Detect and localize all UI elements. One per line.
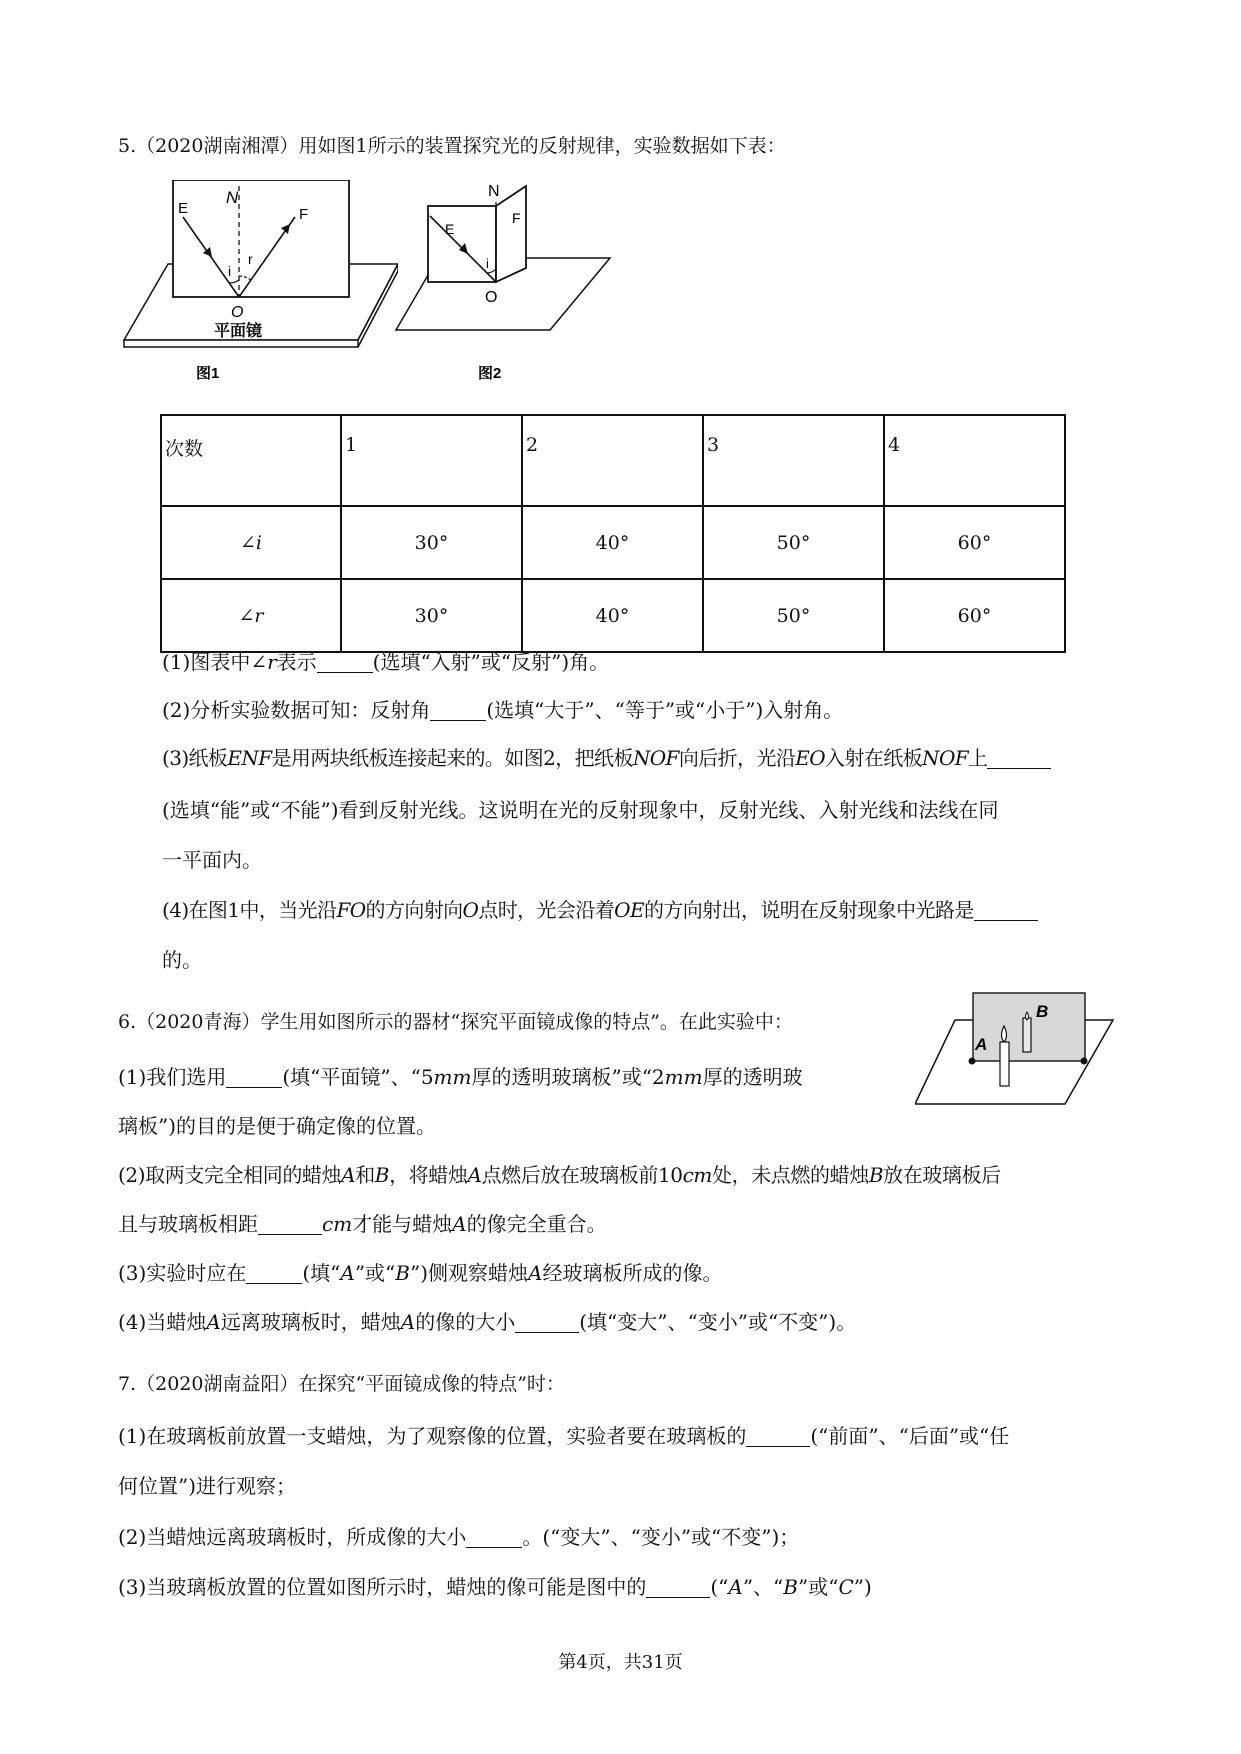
fig1-mirror-label: 平面镜 (214, 323, 263, 340)
figure-1 (118, 180, 398, 390)
table-cell: 40° (522, 579, 703, 652)
fig2-caption: 图2 (478, 365, 502, 382)
fig2-label-O: O (485, 289, 498, 306)
table-row-label: ∠i (161, 506, 341, 579)
board-right-folded (496, 186, 526, 282)
candle-b-wick (1026, 1012, 1029, 1020)
data-table (160, 414, 1066, 653)
fig1-label-i: i (228, 263, 232, 279)
table-cell: 30° (341, 506, 522, 579)
table-header-cell: 次数 (161, 415, 341, 506)
figure-2 (390, 178, 620, 390)
table-cell: 60° (884, 506, 1065, 579)
figure-q6-candles (915, 990, 1115, 1114)
table-header-row (161, 415, 1065, 506)
q5-sub1: (1)图表中∠r表示 (选填“入射”或“反射”)角。 (162, 650, 610, 674)
q6-sub4: (4)当蜡烛A远离玻璃板时，蜡烛A的像的大小 (填“变大”、“变小”或“不变”)。 (118, 1310, 857, 1334)
q5-sub4: (4)在图1中，当光沿FO的方向射向O点时，光会沿着OE的方向射出，说明在反射现象中光路是 (162, 896, 1038, 924)
answer-blank[interactable] (258, 1214, 322, 1235)
paper-board (173, 180, 349, 297)
table-cell: 50° (703, 506, 884, 579)
answer-blank[interactable] (746, 1426, 810, 1447)
q7-sub3: (3)当玻璃板放置的位置如图所示时，蜡烛的像可能是图中的 (“A”、“B”或“C”) (118, 1575, 872, 1599)
answer-blank[interactable] (246, 1263, 302, 1284)
fig1-label-O: O (231, 304, 244, 321)
q7-sub2: (2)当蜡烛远离玻璃板时，所成像的大小 。(“变大”、“变小”或“不变”)； (118, 1525, 800, 1549)
fig1-label-N: N (226, 188, 239, 207)
q5-sub3-line2: (选填“能”或“不能”)看到反射光线。这说明在光的反射现象中，反射光线、入射光线和法线在同 (162, 798, 999, 822)
table-row (161, 579, 1065, 652)
answer-blank[interactable] (226, 1067, 282, 1088)
q5-sub3-line3: 一平面内。 (162, 848, 262, 872)
q5-sub2: (2)分析实验数据可知：反射角 (选填“大于”、“等于”或“小于”)入射角。 (162, 698, 844, 722)
fig1-label-F: F (299, 206, 309, 223)
fig1-label-r: r (248, 251, 253, 267)
q5-sub3: (3)纸板ENF是用两块纸板连接起来的。如图2，把纸板NOF向后折，光沿EO入射在纸板NOF上 (162, 744, 1051, 772)
candle-a (1000, 1042, 1009, 1086)
q7-header: 7.（2020湖南益阳）在探究“平面镜成像的特点”时： (118, 1373, 565, 1395)
q7-sub1: (1)在玻璃板前放置一支蜡烛，为了观察像的位置，实验者要在玻璃板的 (“前面”、“后面”或“任 (118, 1424, 1010, 1448)
table-header-cell: 4 (884, 415, 1065, 506)
answer-blank[interactable] (430, 700, 486, 721)
table-header-cell: 2 (522, 415, 703, 506)
table-cell: 30° (341, 579, 522, 652)
page-footer: 第4页，共31页 (558, 1652, 683, 1673)
table-header-cell: 3 (703, 415, 884, 506)
q5-sub4-line2: 的。 (162, 948, 202, 972)
table-cell: 50° (703, 579, 884, 652)
q6-sub2: (2)取两支完全相同的蜡烛A和B，将蜡烛A点燃后放在玻璃板前10cm处，未点燃的蜡烛B放在玻璃板后 (118, 1163, 1001, 1187)
table-cell: 40° (522, 506, 703, 579)
fig1-label-E: E (178, 200, 189, 217)
mirror-edge (124, 340, 358, 347)
table-row (161, 506, 1065, 579)
answer-blank[interactable] (987, 748, 1051, 769)
table-cell: 60° (884, 579, 1065, 652)
q5-header: 5.（2020湖南湘潭）用如图1所示的装置探究光的反射规律，实验数据如下表： (118, 135, 786, 157)
q6-header: 6.（2020青海）学生用如图所示的器材“探究平面镜成像的特点”。在此实验中： (118, 1011, 793, 1033)
fig-q6-label-B: B (1036, 1002, 1049, 1021)
fig-q6-label-A: A (975, 1035, 988, 1054)
fig2-label-N: N (488, 183, 500, 200)
q6-sub1: (1)我们选用 (填“平面镜”、“5mm厚的透明玻璃板”或“2mm厚的透明玻 (118, 1065, 803, 1089)
answer-blank[interactable] (466, 1527, 522, 1548)
fig2-label-i: i (486, 256, 489, 271)
answer-blank[interactable] (317, 652, 373, 673)
answer-blank[interactable] (515, 1312, 579, 1333)
candle-b (1023, 1018, 1031, 1052)
table-header-cell: 1 (341, 415, 522, 506)
fig2-label-E: E (445, 221, 455, 237)
q7-sub1-line2: 何位置”)进行观察； (118, 1474, 297, 1498)
fig2-label-F: F (512, 210, 521, 226)
fig1-caption: 图1 (196, 365, 220, 382)
answer-blank[interactable] (646, 1577, 710, 1598)
table-row-label: ∠r (161, 579, 341, 652)
q6-sub2-line2: 且与玻璃板相距 cm才能与蜡烛A的像完全重合。 (118, 1212, 607, 1236)
answer-blank[interactable] (974, 900, 1038, 921)
q6-sub1-line2: 璃板”)的目的是便于确定像的位置。 (118, 1114, 437, 1138)
q6-sub3: (3)实验时应在 (填“A”或“B”)侧观察蜡烛A经玻璃板所成的像。 (118, 1261, 723, 1285)
